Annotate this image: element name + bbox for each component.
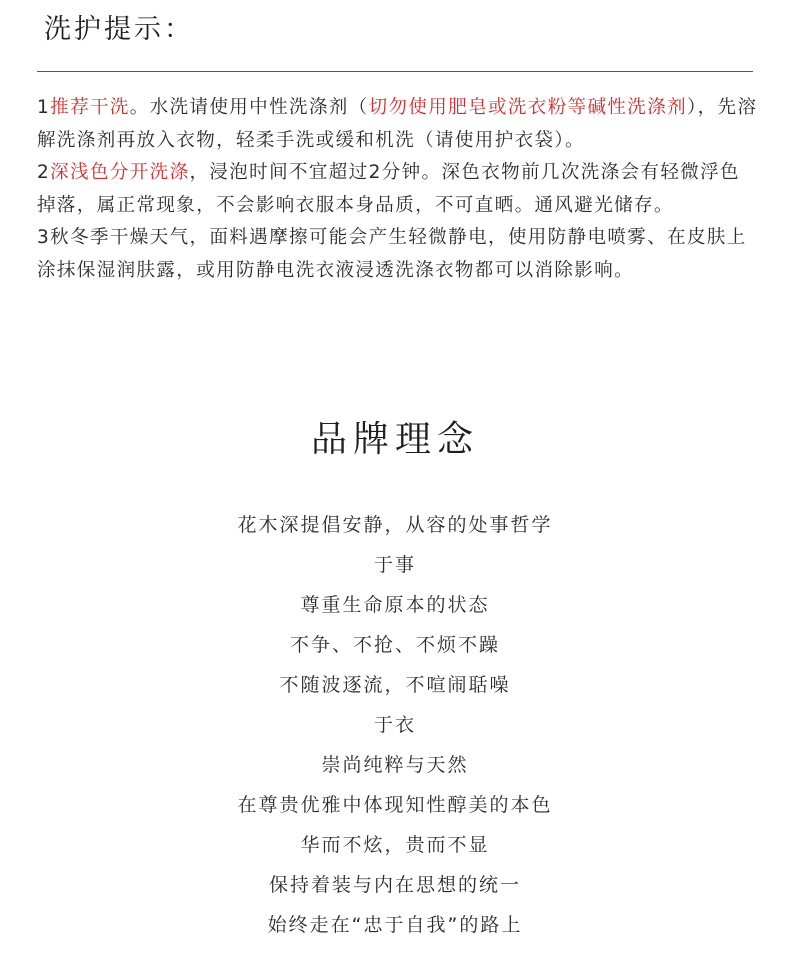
brand-line: 于衣 (373, 714, 416, 736)
care-item-1-text: 。水洗请使用中性洗涤剂（ (129, 97, 369, 118)
care-item-3-text: 3秋冬季干燥天气，面料遇摩擦可能会产生轻微静电，使用防静电喷雾、在皮肤上涂抹保湿润肤露，或用防静电洗衣液浸透洗涤衣物都可以消除影响。 (37, 227, 747, 281)
brand-line: 保持着装与内在思想的统一 (268, 874, 521, 896)
care-item-1-number: 1 (37, 97, 51, 118)
care-title: 洗护提示： (44, 14, 194, 45)
care-item-3 (37, 222, 759, 287)
brand-line: 尊重生命原本的状态 (300, 594, 490, 616)
brand-line: 华而不炫，贵而不显 (300, 834, 490, 856)
brand-line: 不随波逐流，不喧闹聒噪 (279, 674, 511, 696)
brand-line: 于事 (373, 554, 416, 576)
brand-line: 不争、不抢、不烦不躁 (289, 634, 500, 656)
care-item-2-heading: 深浅色分开洗涤 (50, 162, 190, 183)
care-item-2 (37, 157, 759, 222)
care-item-1-warning: 切勿使用肥皂或洗衣粉等碱性洗涤剂 (368, 97, 687, 118)
brand-philosophy (0, 505, 790, 945)
divider (37, 71, 753, 72)
brand-line: 始终走在“忠于自我”的路上 (267, 914, 523, 936)
care-item-2-number: 2 (37, 162, 51, 183)
brand-line: 崇尚纯粹与天然 (321, 754, 469, 776)
brand-title: 品牌理念 (310, 419, 479, 460)
care-instructions (37, 92, 759, 287)
care-item-1-text-end: ），先溶解洗涤剂再放入衣物，轻柔手洗或缓和机洗（请使用护衣袋）。 (37, 97, 758, 151)
brand-line: 花木深提倡安静，从容的处事哲学 (237, 514, 553, 536)
care-item-1 (37, 92, 759, 157)
care-item-1-heading: 推荐干洗 (50, 97, 130, 118)
brand-line: 在尊贵优雅中体现知性醇美的本色 (237, 794, 553, 816)
care-item-2-text: ，浸泡时间不宜超过2分钟。深色衣物前几次洗涤会有轻微浮色掉落，属正常现象，不会影响衣服本身品质，不可直晒。通风避光储存。 (37, 162, 740, 216)
